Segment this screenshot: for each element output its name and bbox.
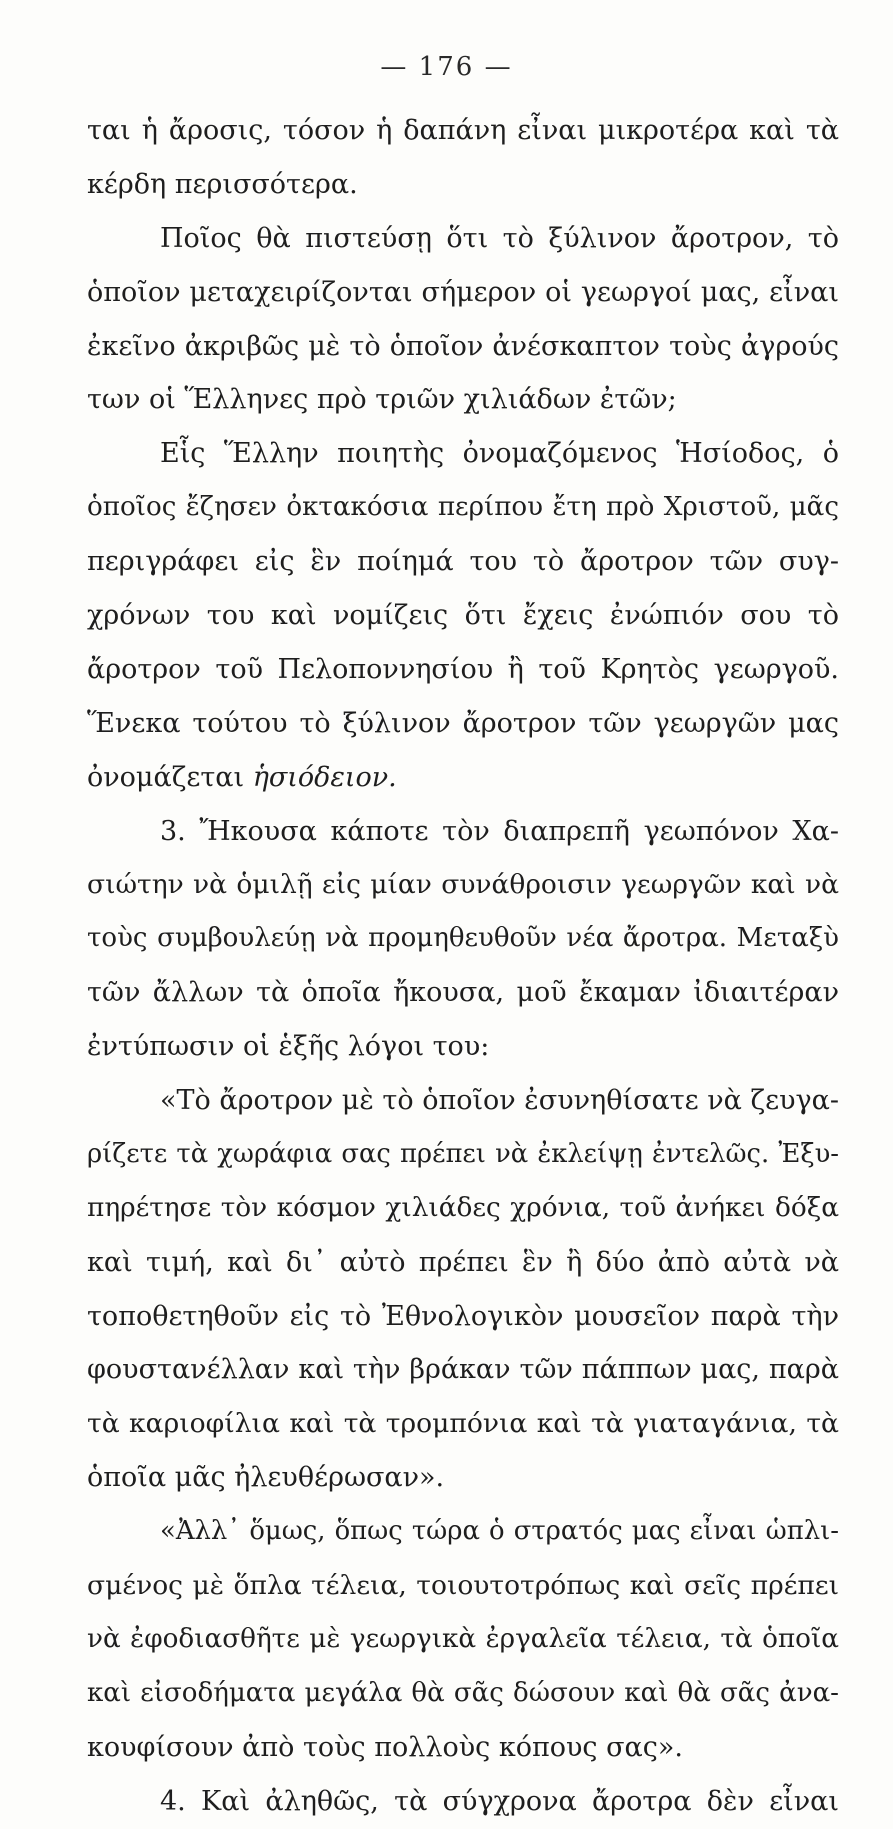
- italic-term: ἡσιόδειον.: [252, 761, 397, 793]
- text-line: φουστανέλλαν καὶ τὴν βράκαν τῶν πάππων μας, παρὰ: [87, 1354, 839, 1386]
- page-number: — 176 —: [380, 52, 513, 82]
- text-line: [87, 751, 839, 805]
- text-line: περιγράφει εἰς ἓν ποίημά του τὸ ἄροτρον τῶν συγ-: [87, 546, 839, 578]
- text-line: τὰ καριοφίλια καὶ τὰ τρομπόνια καὶ τὰ γιαταγάνια, τὰ: [87, 1408, 839, 1440]
- text-line: 4. Καὶ ἀληθῶς, τὰ σύγχρονα ἄροτρα δὲν εἶναι: [160, 1785, 839, 1817]
- text-line: χρόνων του καὶ νομίζεις ὅτι ἔχεις ἐνώπιόν σου τὸ: [87, 600, 839, 632]
- text-line: τοποθετηθοῦν εἰς τὸ Ἐθνολογικὸν μουσεῖον παρὰ τὴν: [87, 1300, 839, 1332]
- text-line: κουφίσουν ἀπὸ τοὺς πολλοὺς κόπους σας».: [87, 1731, 683, 1763]
- text-line: σμένος μὲ ὅπλα τέλεια, τοιουτοτρόπως καὶ σεῖς πρέπει: [87, 1570, 839, 1602]
- text-line: ὁποῖος ἔζησεν ὀκτακόσια περίπου ἔτη πρὸ Χριστοῦ, μᾶς: [87, 492, 839, 523]
- text-line: «Ἀλλ᾿ ὅμως, ὅπως τώρα ὁ στρατός μας εἶναι ὡπλι-: [160, 1516, 839, 1547]
- text-line: των οἱ Ἕλληνες πρὸ τριῶν χιλιάδων ἐτῶν;: [87, 384, 677, 416]
- text-line: τοὺς συμβουλεύῃ νὰ προμηθευθοῦν νέα ἄροτρα. Μεταξὺ: [87, 923, 839, 954]
- text-line: ἄροτρον τοῦ Πελοποννησίου ἢ τοῦ Κρητὸς γεωργοῦ.: [87, 653, 839, 685]
- text-line: ται ἡ ἄροσις, τόσον ἡ δαπάνη εἶναι μικροτέρα καὶ τὰ: [87, 115, 839, 146]
- text-line: καὶ τιμή, καὶ δι᾿ αὐτὸ πρέπει ἓν ἢ δύο ἀπὸ αὐτὰ νὰ: [87, 1246, 839, 1278]
- text-line: καὶ εἰσοδήματα μεγάλα θὰ σᾶς δώσουν καὶ θὰ σᾶς ἀνα-: [87, 1677, 839, 1708]
- text-line: ἐντύπωσιν οἱ ἑξῆς λόγοι του:: [87, 1031, 490, 1063]
- text-line: ρίζετε τὰ χωράφια σας πρέπει νὰ ἐκλείψῃ ἐντελῶς. Ἐξυ-: [87, 1138, 839, 1169]
- text-line: ὁποῖα μᾶς ἠλευθέρωσαν».: [87, 1462, 445, 1494]
- text-line: ὁποῖον μεταχειρίζονται σήμερον οἱ γεωργοί μας, εἶναι: [87, 276, 839, 308]
- text-line: 3. Ἤκουσα κάποτε τὸν διαπρεπῆ γεωπόνον Χα-: [160, 815, 839, 847]
- text-line: νὰ ἐφοδιασθῆτε μὲ γεωργικὰ ἐργαλεῖα τέλεια, τὰ ὁποῖα: [87, 1623, 839, 1654]
- text-line: «Τὸ ἄροτρον μὲ τὸ ὁποῖον ἐσυνηθίσατε νὰ ζευγα-: [160, 1085, 839, 1117]
- text-line: Εἷς Ἕλλην ποιητὴς ὀνομαζόμενος Ἡσίοδος, ὁ: [160, 438, 839, 470]
- text-line: ἐκεῖνο ἀκριβῶς μὲ τὸ ὁποῖον ἀνέσκαπτον τοὺς ἀγρούς: [87, 330, 839, 362]
- text-line: κέρδη περισσότερα.: [87, 168, 358, 200]
- body-text: [87, 104, 839, 1829]
- text-line-start: ὀνομάζεται: [87, 761, 245, 793]
- text-line: Ποῖος θὰ πιστεύσῃ ὅτι τὸ ξύλινον ἄροτρον, τὸ: [160, 222, 839, 254]
- text-line: πηρέτησε τὸν κόσμον χιλιάδες χρόνια, τοῦ ἀνήκει δόξα: [87, 1192, 839, 1223]
- text-line: τῶν ἄλλων τὰ ὁποῖα ἤκουσα, μοῦ ἔκαμαν ἰδιαιτέραν: [87, 977, 839, 1009]
- text-line: Ἕνεκα τούτου τὸ ξύλινον ἄροτρον τῶν γεωργῶν μας: [87, 707, 839, 739]
- text-line: σιώτην νὰ ὁμιλῇ εἰς μίαν συνάθροισιν γεωργῶν καὶ νὰ: [87, 869, 839, 901]
